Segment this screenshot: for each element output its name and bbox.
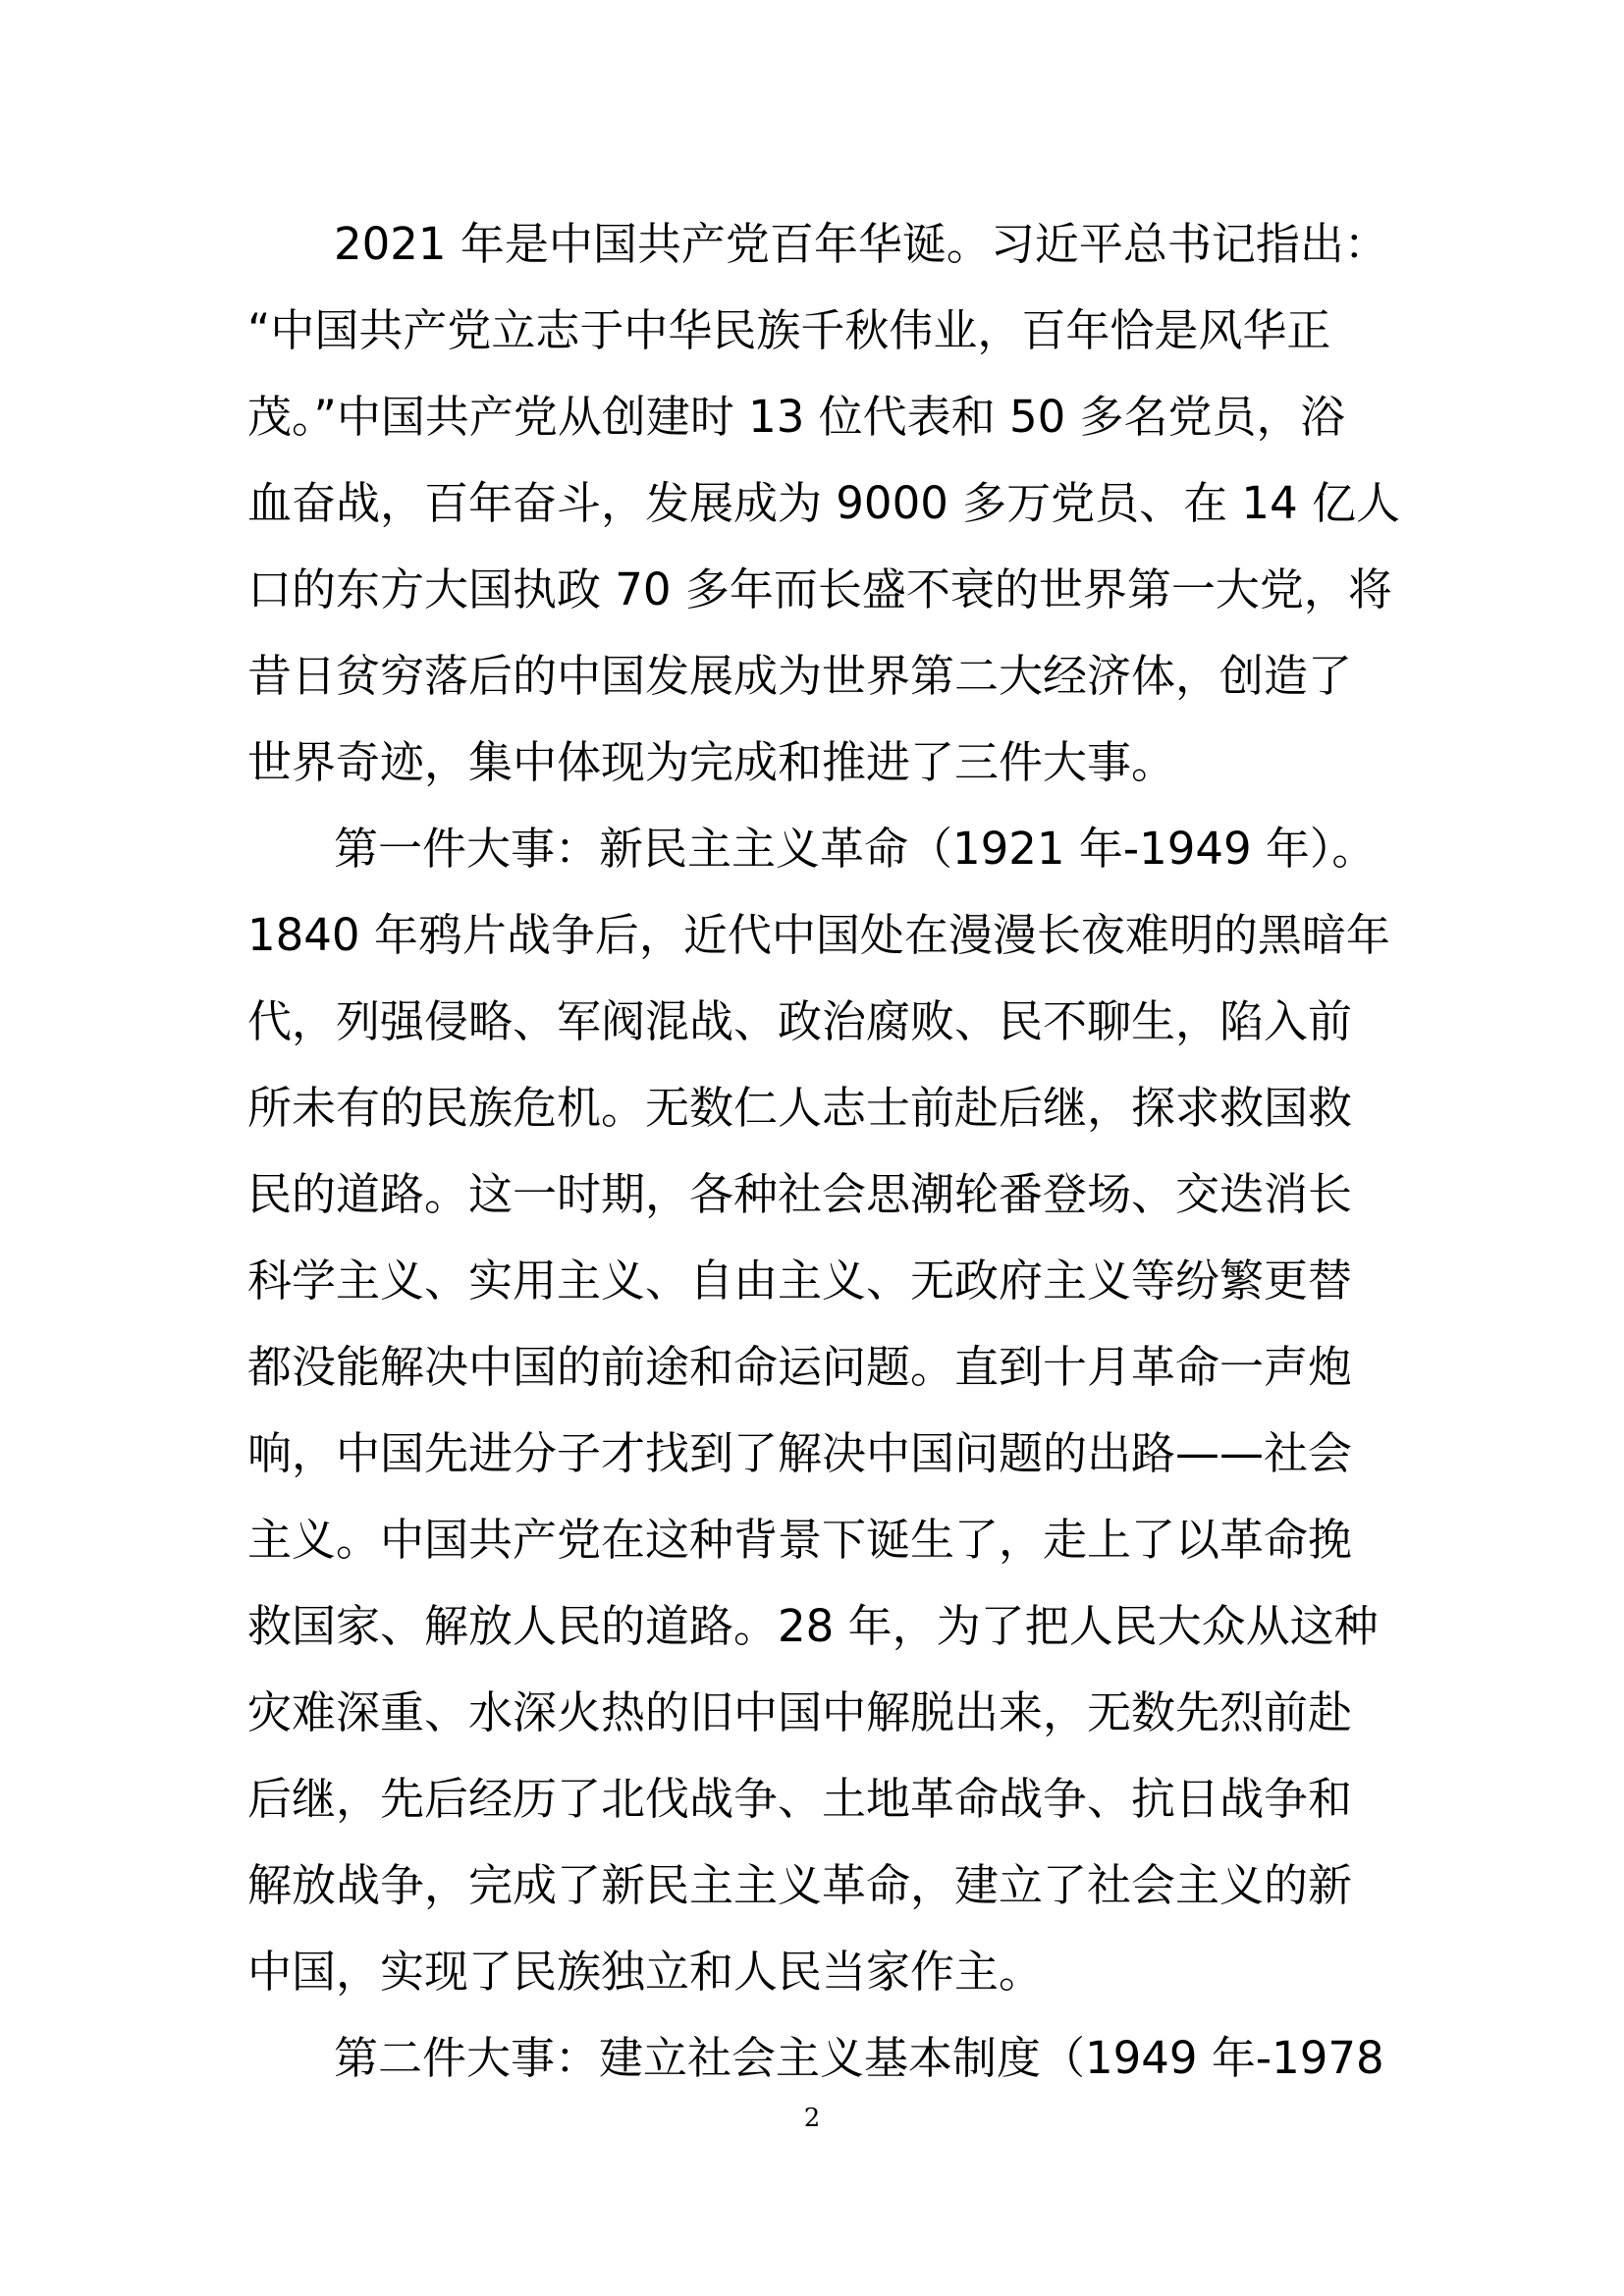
text-line-4 xyxy=(0,460,1624,547)
paragraph-2-line-14: 中国，实现了民族独立和人民当家作主。 xyxy=(247,1946,1044,1998)
paragraph-1-line-2: “中国共产党立志于中华民族千秋伟业，百年恰是风华正 xyxy=(247,304,1331,356)
paragraph-2-line-3: 代，列强侵略、军阀混战、政治腐败、民不聊生，陷入前 xyxy=(247,995,1353,1047)
paragraph-1-line-4: 血奋战，百年奋斗，发展成为 9000 多万党员、在 14 亿人 xyxy=(247,477,1401,529)
text-line-15 xyxy=(0,1411,1624,1497)
paragraph-1-line-7: 世界奇迹，集中体现为完成和推进了三件大事。 xyxy=(247,736,1176,788)
text-line-6 xyxy=(0,633,1624,720)
text-line-19 xyxy=(0,1756,1624,1842)
paragraph-2-line-8: 响，中国先进分子才找到了解决中国问题的出路——社会 xyxy=(247,1427,1353,1479)
text-line-17 xyxy=(0,1583,1624,1670)
text-line-21 xyxy=(0,1929,1624,2015)
text-line-16 xyxy=(0,1497,1624,1583)
text-line-22 xyxy=(0,2015,1624,2102)
text-line-20 xyxy=(0,1842,1624,1929)
text-line-13 xyxy=(0,1238,1624,1324)
text-line-14 xyxy=(0,1324,1624,1411)
paragraph-2-line-9: 主义。中国共产党在这种背景下诞生了，走上了以革命挽 xyxy=(247,1514,1353,1566)
paragraph-2-line-13: 解放战争，完成了新民主主义革命，建立了社会主义的新 xyxy=(247,1859,1353,1911)
paragraph-1-line-1: 2021 年是中国共产党百年华诞。习近平总书记指出： xyxy=(334,218,1388,270)
paragraph-2-line-7: 都没能解决中国的前途和命运问题。直到十月革命一声炮 xyxy=(247,1341,1353,1393)
text-line-11 xyxy=(0,1065,1624,1151)
paragraph-2-line-2: 1840 年鸦片战争后，近代中国处在漫漫长夜难明的黑暗年 xyxy=(247,909,1390,961)
paragraph-1-line-5: 口的东方大国执政 70 多年而长盛不衰的世界第一大党，将 xyxy=(247,563,1392,615)
text-line-5 xyxy=(0,547,1624,633)
text-line-8 xyxy=(0,806,1624,892)
text-line-2 xyxy=(0,288,1624,374)
text-line-10 xyxy=(0,979,1624,1065)
text-line-9 xyxy=(0,892,1624,979)
paragraph-2-line-6: 科学主义、实用主义、自由主义、无政府主义等纷繁更替 xyxy=(247,1255,1353,1307)
text-line-7 xyxy=(0,720,1624,806)
paragraph-2-line-10: 救国家、解放人民的道路。28 年，为了把人民大众从这种 xyxy=(247,1600,1379,1652)
text-line-1 xyxy=(0,201,1624,288)
paragraph-1-line-3: 茂。”中国共产党从创建时 13 位代表和 50 多名党员，浴 xyxy=(247,391,1345,443)
paragraph-2-line-4: 所未有的民族危机。无数仁人志士前赴后继，探求救国救 xyxy=(247,1082,1353,1134)
paragraph-3-line-1: 第二件大事：建立社会主义基本制度（1949 年-1978 xyxy=(334,2032,1384,2084)
text-line-3 xyxy=(0,374,1624,460)
paragraph-2-line-11: 灾难深重、水深火热的旧中国中解脱出来，无数先烈前赴 xyxy=(247,1686,1353,1738)
text-line-18 xyxy=(0,1670,1624,1756)
page-number: 2 xyxy=(803,2104,821,2133)
paragraph-2-line-12: 后继，先后经历了北伐战争、土地革命战争、抗日战争和 xyxy=(247,1773,1353,1825)
paragraph-1-line-6: 昔日贫穷落后的中国发展成为世界第二大经济体，创造了 xyxy=(247,650,1353,702)
paragraph-2-line-1: 第一件大事：新民主主义革命（1921 年-1949 年）。 xyxy=(334,823,1377,875)
paragraph-2-line-5: 民的道路。这一时期，各种社会思潮轮番登场、交迭消长 xyxy=(247,1168,1353,1220)
text-line-12 xyxy=(0,1151,1624,1238)
